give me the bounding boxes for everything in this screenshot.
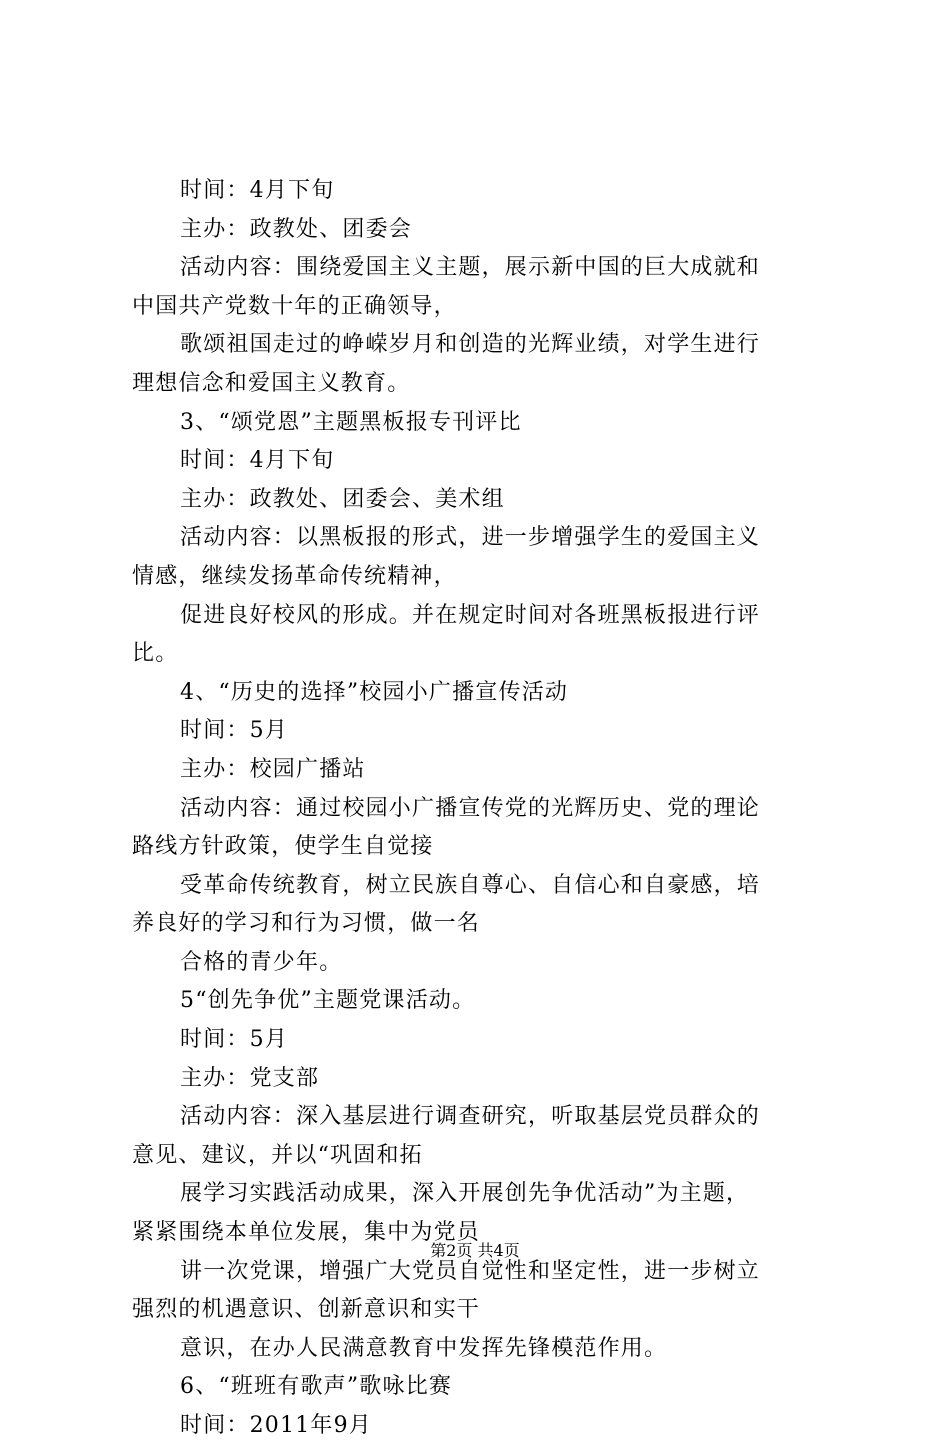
text-line: 时间：4月下旬 — [180, 178, 335, 203]
text-line: 合格的青少年。 — [180, 949, 343, 975]
text-line: 强烈的机遇意识、创新意识和实干 — [132, 1297, 481, 1323]
text-line: 时间：2011年9月 — [180, 1413, 372, 1438]
text-line: 紧紧围绕本单位发展，集中为党员 — [132, 1220, 481, 1246]
text-line: 活动内容：深入基层进行调查研究，听取基层党员群众的 — [180, 1104, 761, 1130]
text-line: 促进良好校风的形成。并在规定时间对各班黑板报进行评 — [180, 602, 761, 628]
text-line: 活动内容：以黑板报的形式，进一步增强学生的爱国主义 — [180, 525, 761, 551]
text-line: 意识，在办人民满意教育中发挥先锋模范作用。 — [180, 1335, 668, 1361]
text-line: 3、“颂党恩”主题黑板报专刊评比 — [180, 409, 522, 435]
text-line: 路线方针政策，使学生自觉接 — [132, 834, 434, 860]
text-line: 受革命传统教育，树立民族自尊心、自信心和自豪感，培 — [180, 872, 761, 898]
text-line: 展学习实践活动成果，深入开展创先争优活动”为主题， — [180, 1181, 750, 1207]
text-line: 理想信念和爱国主义教育。 — [132, 370, 411, 396]
text-line: 活动内容：围绕爱国主义主题，展示新中国的巨大成就和 — [180, 255, 761, 281]
text-line: 意见、建议，并以“巩固和拓 — [132, 1142, 423, 1168]
text-line: 4、“历史的选择”校园小广播宣传活动 — [180, 679, 569, 705]
text-line: 6、“班班有歌声”歌咏比赛 — [180, 1374, 453, 1400]
text-line: 比。 — [132, 641, 179, 667]
text-line: 主办：政教处、团委会、美术组 — [180, 486, 505, 512]
text-line: 主办：政教处、团委会 — [180, 216, 413, 242]
text-line: 主办：校园广播站 — [180, 756, 366, 782]
text-line: 讲一次党课，增强广大党员自觉性和坚定性，进一步树立 — [180, 1258, 761, 1284]
text-line: 主办：党支部 — [180, 1065, 320, 1091]
text-line: 时间：5月 — [180, 1027, 288, 1053]
text-line: 活动内容：通过校园小广播宣传党的光辉历史、党的理论 — [180, 795, 761, 821]
page-footer: 第2页 共4页 — [430, 1241, 520, 1260]
text-line: 时间：4月下旬 — [180, 448, 335, 474]
text-line: 5“创先争优”主题党课活动。 — [180, 988, 476, 1014]
text-line: 时间：5月 — [180, 718, 288, 744]
text-line: 歌颂祖国走过的峥嵘岁月和创造的光辉业绩，对学生进行 — [180, 332, 761, 358]
text-line: 中国共产党数十年的正确领导， — [132, 293, 457, 319]
text-line: 养良好的学习和行为习惯，做一名 — [132, 911, 481, 937]
text-line: 情感，继续发扬革命传统精神， — [132, 563, 457, 589]
